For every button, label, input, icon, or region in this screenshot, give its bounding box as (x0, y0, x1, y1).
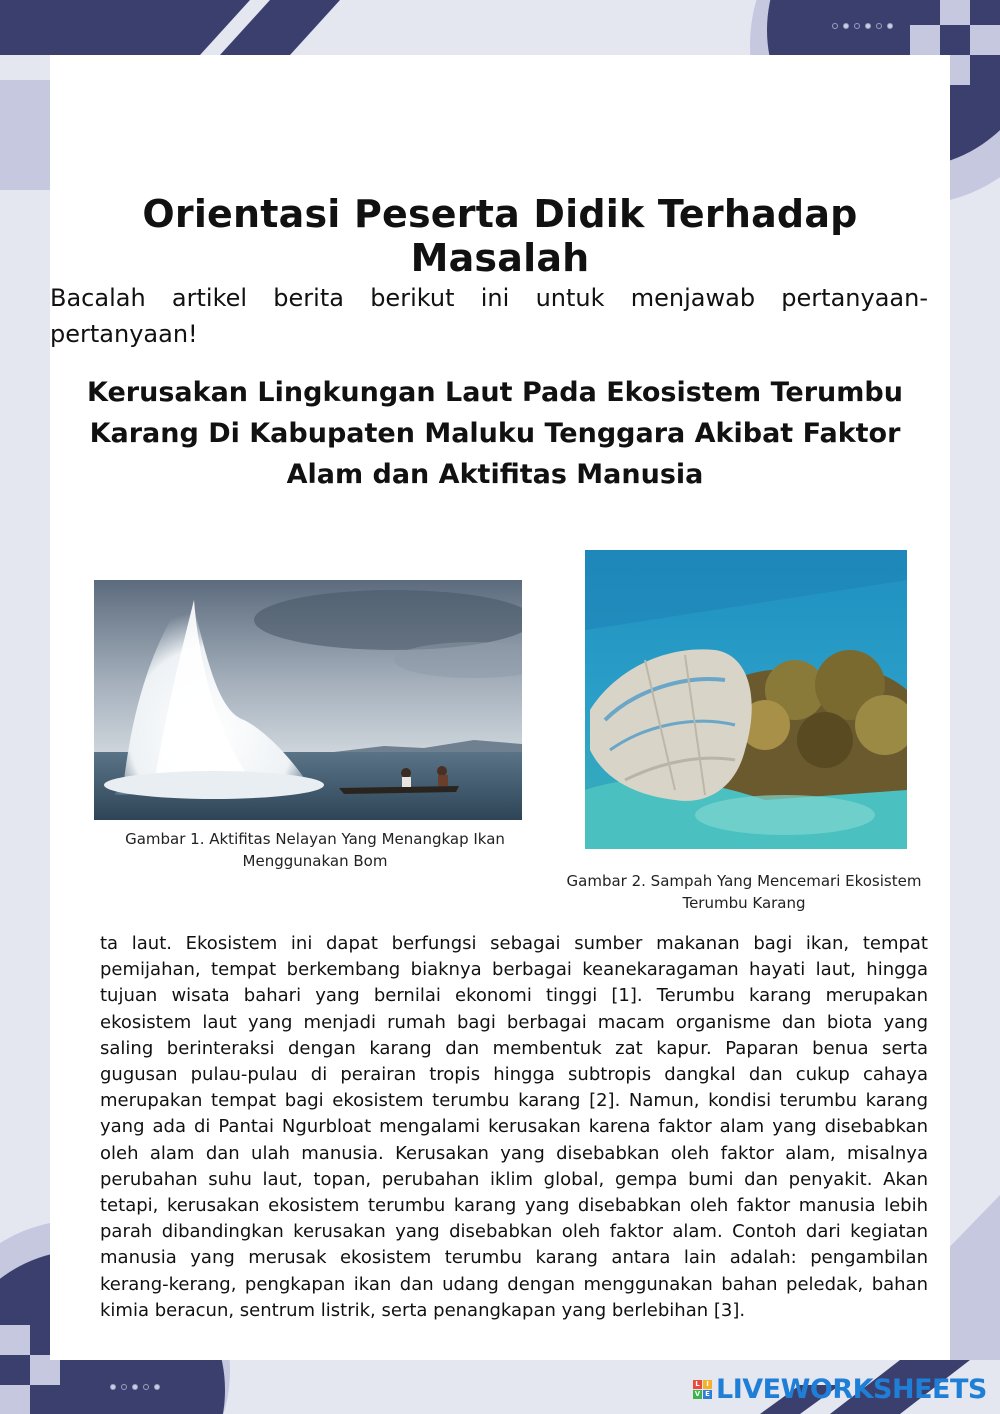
page-title: Orientasi Peserta Didik Terhadap Masalah (142, 192, 858, 280)
liveworksheets-watermark (693, 1374, 987, 1405)
decorative-dots-bottom (110, 1384, 160, 1390)
dot-icon (154, 1384, 160, 1390)
dot-icon (132, 1384, 138, 1390)
logo-tile: L (693, 1380, 702, 1389)
dot-icon (110, 1384, 116, 1390)
dot-icon (887, 23, 893, 29)
logo-tile: I (703, 1380, 712, 1389)
figure-2-caption: Gambar 2. Sampah Yang Mencemari Ekosistem Terumbu Karang (566, 872, 922, 912)
dot-icon (843, 23, 849, 29)
dot-icon (865, 23, 871, 29)
dot-icon (143, 1384, 149, 1390)
figure-2-photo (585, 550, 907, 849)
instruction-text: Bacalah artikel berita berikut ini untuk menjawab pertanyaan-pertanyaan! (50, 284, 928, 348)
liveworksheets-text: LIVEWORKSHEETS (716, 1374, 987, 1405)
decorative-dots-top (832, 23, 893, 29)
dot-icon (854, 23, 860, 29)
logo-tile: E (703, 1390, 712, 1399)
liveworksheets-logo-icon (693, 1380, 712, 1399)
figure-1-caption: Gambar 1. Aktifitas Nelayan Yang Menangkap Ikan Menggunakan Bom (125, 830, 505, 870)
coral-trash-image (585, 550, 907, 849)
article-headline: Kerusakan Lingkungan Laut Pada Ekosistem Terumbu Karang Di Kabupaten Maluku Tenggara Akibat Faktor Alam dan Aktifitas Manusia (87, 377, 903, 490)
dot-icon (121, 1384, 127, 1390)
dot-icon (876, 23, 882, 29)
explosion-image (94, 580, 522, 820)
figure-1-photo (94, 580, 522, 820)
dot-icon (832, 23, 838, 29)
logo-tile: V (694, 1390, 701, 1398)
article-body: ta laut. Ekosistem ini dapat berfungsi sebagai sumber makanan bagi ikan, tempat pemijahan, tempat berkembang biaknya berbagai keanekaragaman hayati laut, hingga tujuan wisata bahari yang bernilai ekonomi tinggi [1]. Terumbu karang merupakan ekosistem laut yang menjadi rumah bagi berbagai macam organisme dan biota yang saling berinteraksi dengan karang dan membentuk zat kapur. Paparan benua serta gugusan pulau-pulau di perairan tropis hingga subtropis dangkal dan cukup cahaya merupakan tempat bagi ekosistem terumbu karang [2]. Namun, kondisi terumbu karang yang ada di Pantai Ngurbloat mengalami kerusakan karena faktor alam yang disebabkan oleh alam dan ulah manusia. Kerusakan yang disebabkan oleh faktor alam, misalnya perubahan suhu laut, topan, perubahan iklim global, gempa bumi dan penyakit. Akan tetapi, kerusakan ekosistem terumbu karang yang disebabkan oleh faktor manusia lebih parah dibandingkan kerusakan yang disebabkan oleh faktor alam. Contoh dari kegiatan manusia yang merusak ekosistem terumbu karang antara lain adalah: pengambilan kerang-kerang, pengkapan ikan dan udang dengan menggunakan bahan peledak, bahan kimia beracun, sentrum listrik, serta penangkapan yang berlebihan [3]. (100, 933, 928, 1321)
